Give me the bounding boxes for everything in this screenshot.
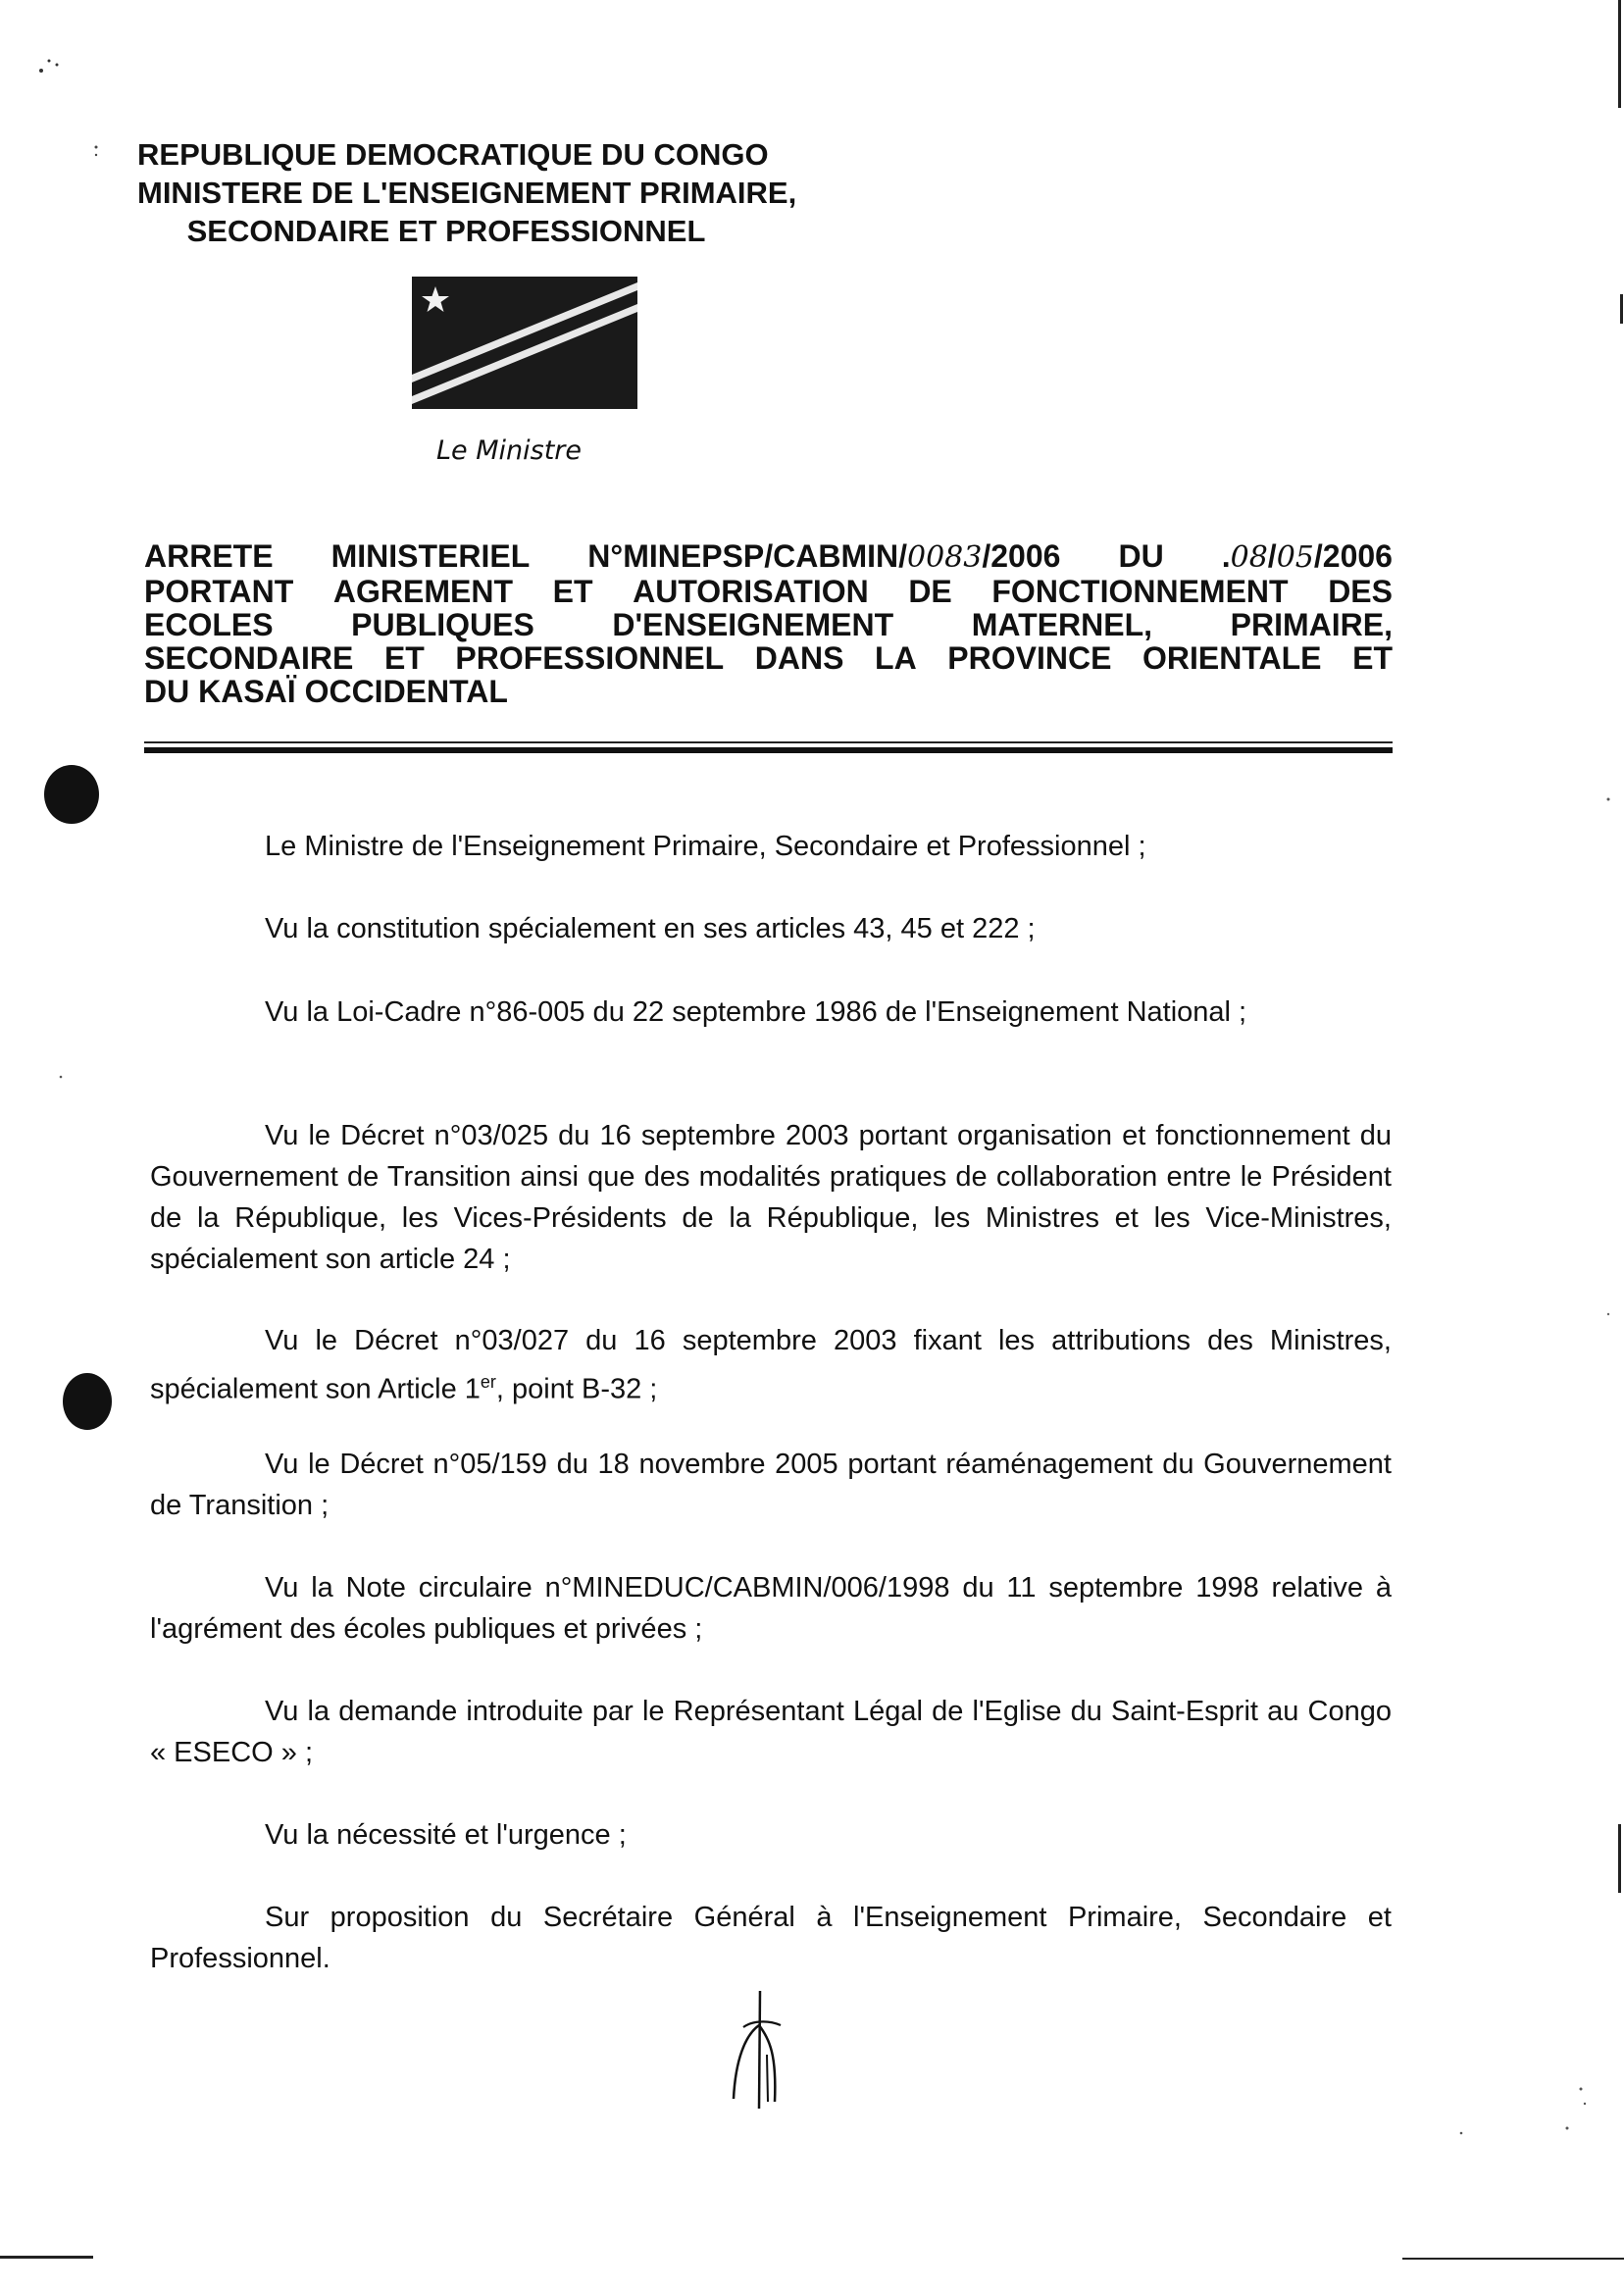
minister-title: Le Ministre xyxy=(436,435,583,466)
decree-ref-year: /2006 xyxy=(982,538,1061,574)
decree-title xyxy=(144,539,1393,708)
letterhead-ministry-cont: SECONDAIRE ET PROFESSIONNEL xyxy=(186,214,706,248)
decree-word: DES xyxy=(1328,574,1393,609)
decree-word: ET xyxy=(1352,640,1393,676)
decree-ref-prefix: N°MINEPSP/CABMIN/ xyxy=(587,538,907,574)
preamble-paragraph: Vu la constitution spécialement en ses articles 43, 45 et 222 ; xyxy=(265,913,1036,944)
decree-word: ARRETE xyxy=(144,538,274,574)
flag-emblem xyxy=(412,277,637,409)
letterhead-ministry: MINISTERE DE L'ENSEIGNEMENT PRIMAIRE, xyxy=(137,176,797,210)
decree-date xyxy=(1222,539,1393,575)
title-divider-thick xyxy=(144,747,1393,753)
preamble-paragraph: Le Ministre de l'Enseignement Primaire, Secondaire et Professionnel ; xyxy=(265,831,1146,862)
decree-title-line xyxy=(144,675,1393,708)
preamble-paragraph: Vu le Décret n°03/025 du 16 septembre 2003 portant organisation et fonctionnement du Gouvernement de Transition ainsi que des modalités pratiques de collaboration entre le Président de la République, les Vices-Présidents de la République, les Ministres et les Vice-Ministres, spécialement son article 24 ; xyxy=(150,1120,1392,1275)
decree-word: ECOLES xyxy=(144,607,274,642)
preamble-paragraph: Sur proposition du Secrétaire Général à l'Enseignement Primaire, Secondaire et Professionnel. xyxy=(150,1902,1392,1974)
scan-edge-mark xyxy=(1402,2258,1624,2260)
decree-reference xyxy=(587,539,1060,575)
decree-word: ET xyxy=(552,574,593,609)
decree-number-handwritten: 0083 xyxy=(907,540,983,575)
decree-word: ORIENTALE xyxy=(1142,640,1322,676)
scan-edge-mark xyxy=(1620,294,1623,324)
decree-title-line xyxy=(144,641,1393,675)
decree-word: PUBLIQUES xyxy=(351,607,534,642)
preamble-paragraph: Vu la demande introduite par le Représentant Légal de l'Eglise du Saint-Esprit au Congo « ESECO » ; xyxy=(150,1696,1392,1768)
punch-hole-mark xyxy=(44,765,99,824)
decree-word: DANS xyxy=(754,640,844,676)
decree-word: MINISTERIEL xyxy=(330,538,531,574)
scan-edge-mark xyxy=(0,2256,93,2259)
decree-date-prefix: . xyxy=(1221,538,1231,574)
preamble-paragraph xyxy=(150,1320,1392,1410)
decree-word: D'ENSEIGNEMENT xyxy=(612,607,894,642)
scan-edge-mark xyxy=(1618,0,1621,108)
decree-word: SECONDAIRE xyxy=(144,640,354,676)
preamble-paragraph: Vu la Note circulaire n°MINEDUC/CABMIN/006/1998 du 11 septembre 1998 relative à l'agrément des écoles publiques et privées ; xyxy=(150,1572,1392,1645)
decree-word: ET xyxy=(383,640,425,676)
superscript: er xyxy=(480,1372,496,1392)
title-divider-thin xyxy=(144,741,1393,743)
letterhead-country: REPUBLIQUE DEMOCRATIQUE DU CONGO xyxy=(137,137,769,172)
decree-word: PORTANT xyxy=(144,574,294,609)
preamble-paragraph: Vu le Décret n°05/159 du 18 novembre 2005 portant réaménagement du Gouvernement de Transition ; xyxy=(150,1449,1392,1521)
preamble-paragraph: Vu la nécessité et l'urgence ; xyxy=(265,1819,627,1851)
decree-word: PROFESSIONNEL xyxy=(455,640,725,676)
decree-date-sep: / xyxy=(1267,538,1277,574)
decree-title-line xyxy=(144,575,1393,608)
punch-hole-mark xyxy=(63,1373,112,1430)
letterhead xyxy=(137,135,797,250)
decree-title-line xyxy=(144,608,1393,641)
decree-word: DU xyxy=(1118,538,1164,574)
decree-word: LA xyxy=(875,640,917,676)
decree-word: FONCTIONNEMENT xyxy=(991,574,1289,609)
decree-word: PROVINCE xyxy=(947,640,1112,676)
decree-date-day-handwritten: 08 xyxy=(1230,540,1268,575)
decree-word: DU KASAÏ OCCIDENTAL xyxy=(144,674,508,709)
paragraph-text: Vu le Décret n°03/027 du 16 septembre 2003 fixant les attributions des Ministres, spécialement son Article 1 xyxy=(150,1325,1392,1405)
decree-word: MATERNEL, xyxy=(971,607,1153,642)
decree-word: DE xyxy=(908,574,952,609)
decree-word: AGREMENT xyxy=(332,574,513,609)
decree-date-year: /2006 xyxy=(1313,538,1393,574)
decree-title-line xyxy=(144,539,1393,575)
preamble-paragraph: Vu la Loi-Cadre n°86-005 du 22 septembre 1986 de l'Enseignement National ; xyxy=(265,996,1247,1028)
paragraph-text: , point B-32 ; xyxy=(495,1373,658,1405)
signature-initials xyxy=(716,1986,804,2113)
decree-word: PRIMAIRE, xyxy=(1230,607,1393,642)
scan-edge-mark xyxy=(1618,1824,1621,1893)
decree-date-month-handwritten: 05 xyxy=(1276,540,1314,575)
decree-word: AUTORISATION xyxy=(633,574,869,609)
